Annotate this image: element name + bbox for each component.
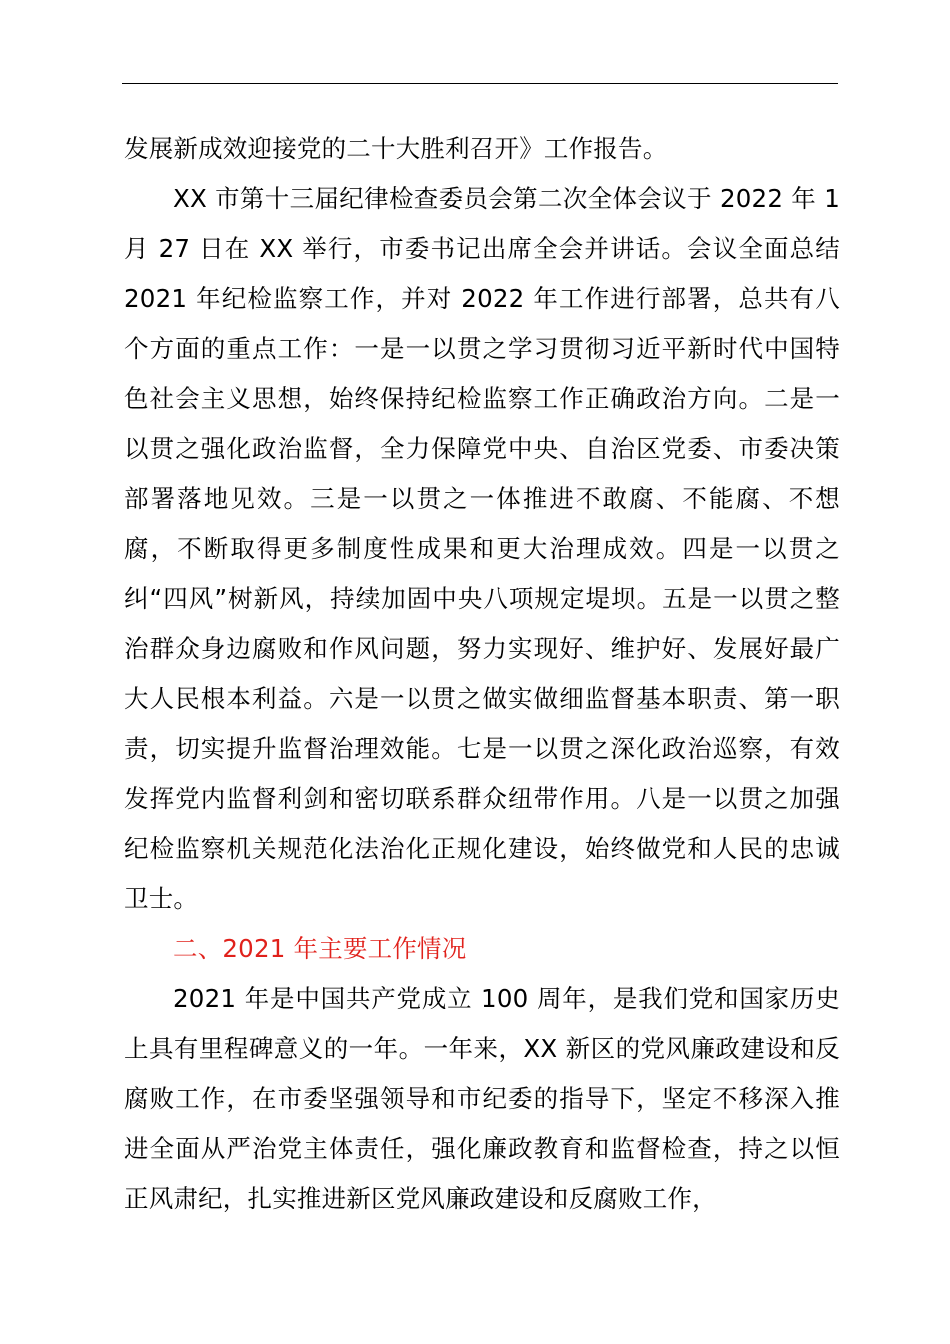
section-heading: 二、2021 年主要工作情况 [173, 934, 467, 963]
document-body [124, 124, 840, 1224]
header-rule [122, 83, 838, 84]
meeting-summary-paragraph: XX 市第十三届纪律检查委员会第二次全体会议于 2022 年 1 月 27 日在 XX 举行，市委书记出席全会并讲话。会议全面总结 2021 年纪检监察工作，并对 2022 年工作进行部署，总共有八个方面的重点工作：一是一以贯之学习贯彻习近平新时代中国特色社会主义思想，始终保持纪检监察工作正确政治方向。二是一以贯之强化政治监督，全力保障党中央、自治区党委、市委决策部署落地见效。三是一以贯之一体推进不敢腐、不能腐、不想腐，不断取得更多制度性成果和更大治理成效。四是一以贯之纠“四风”树新风，持续加固中央八项规定堤坝。五是一以贯之整治群众身边腐败和作风问题，努力实现好、维护好、发展好最广大人民根本利益。六是一以贯之做实做细监督基本职责、第一职责，切实提升监督治理效能。七是一以贯之深化政治巡察，有效发挥党内监督利剑和密切联系群众纽带作用。八是一以贯之加强纪检监察机关规范化法治化正规化建设，始终做党和人民的忠诚卫士。 [124, 184, 840, 913]
continuation-paragraph: 发展新成效迎接党的二十大胜利召开》工作报告。 [124, 134, 668, 163]
work-review-paragraph: 2021 年是中国共产党成立 100 周年，是我们党和国家历史上具有里程碑意义的一年。一年来，XX 新区的党风廉政建设和反腐败工作，在市委坚强领导和市纪委的指导下，坚定不移深入推进全面从严治党主体责任，强化廉政教育和监督检查，持之以恒正风肃纪，扎实推进新区党风廉政建设和反腐败工作， [124, 984, 840, 1213]
